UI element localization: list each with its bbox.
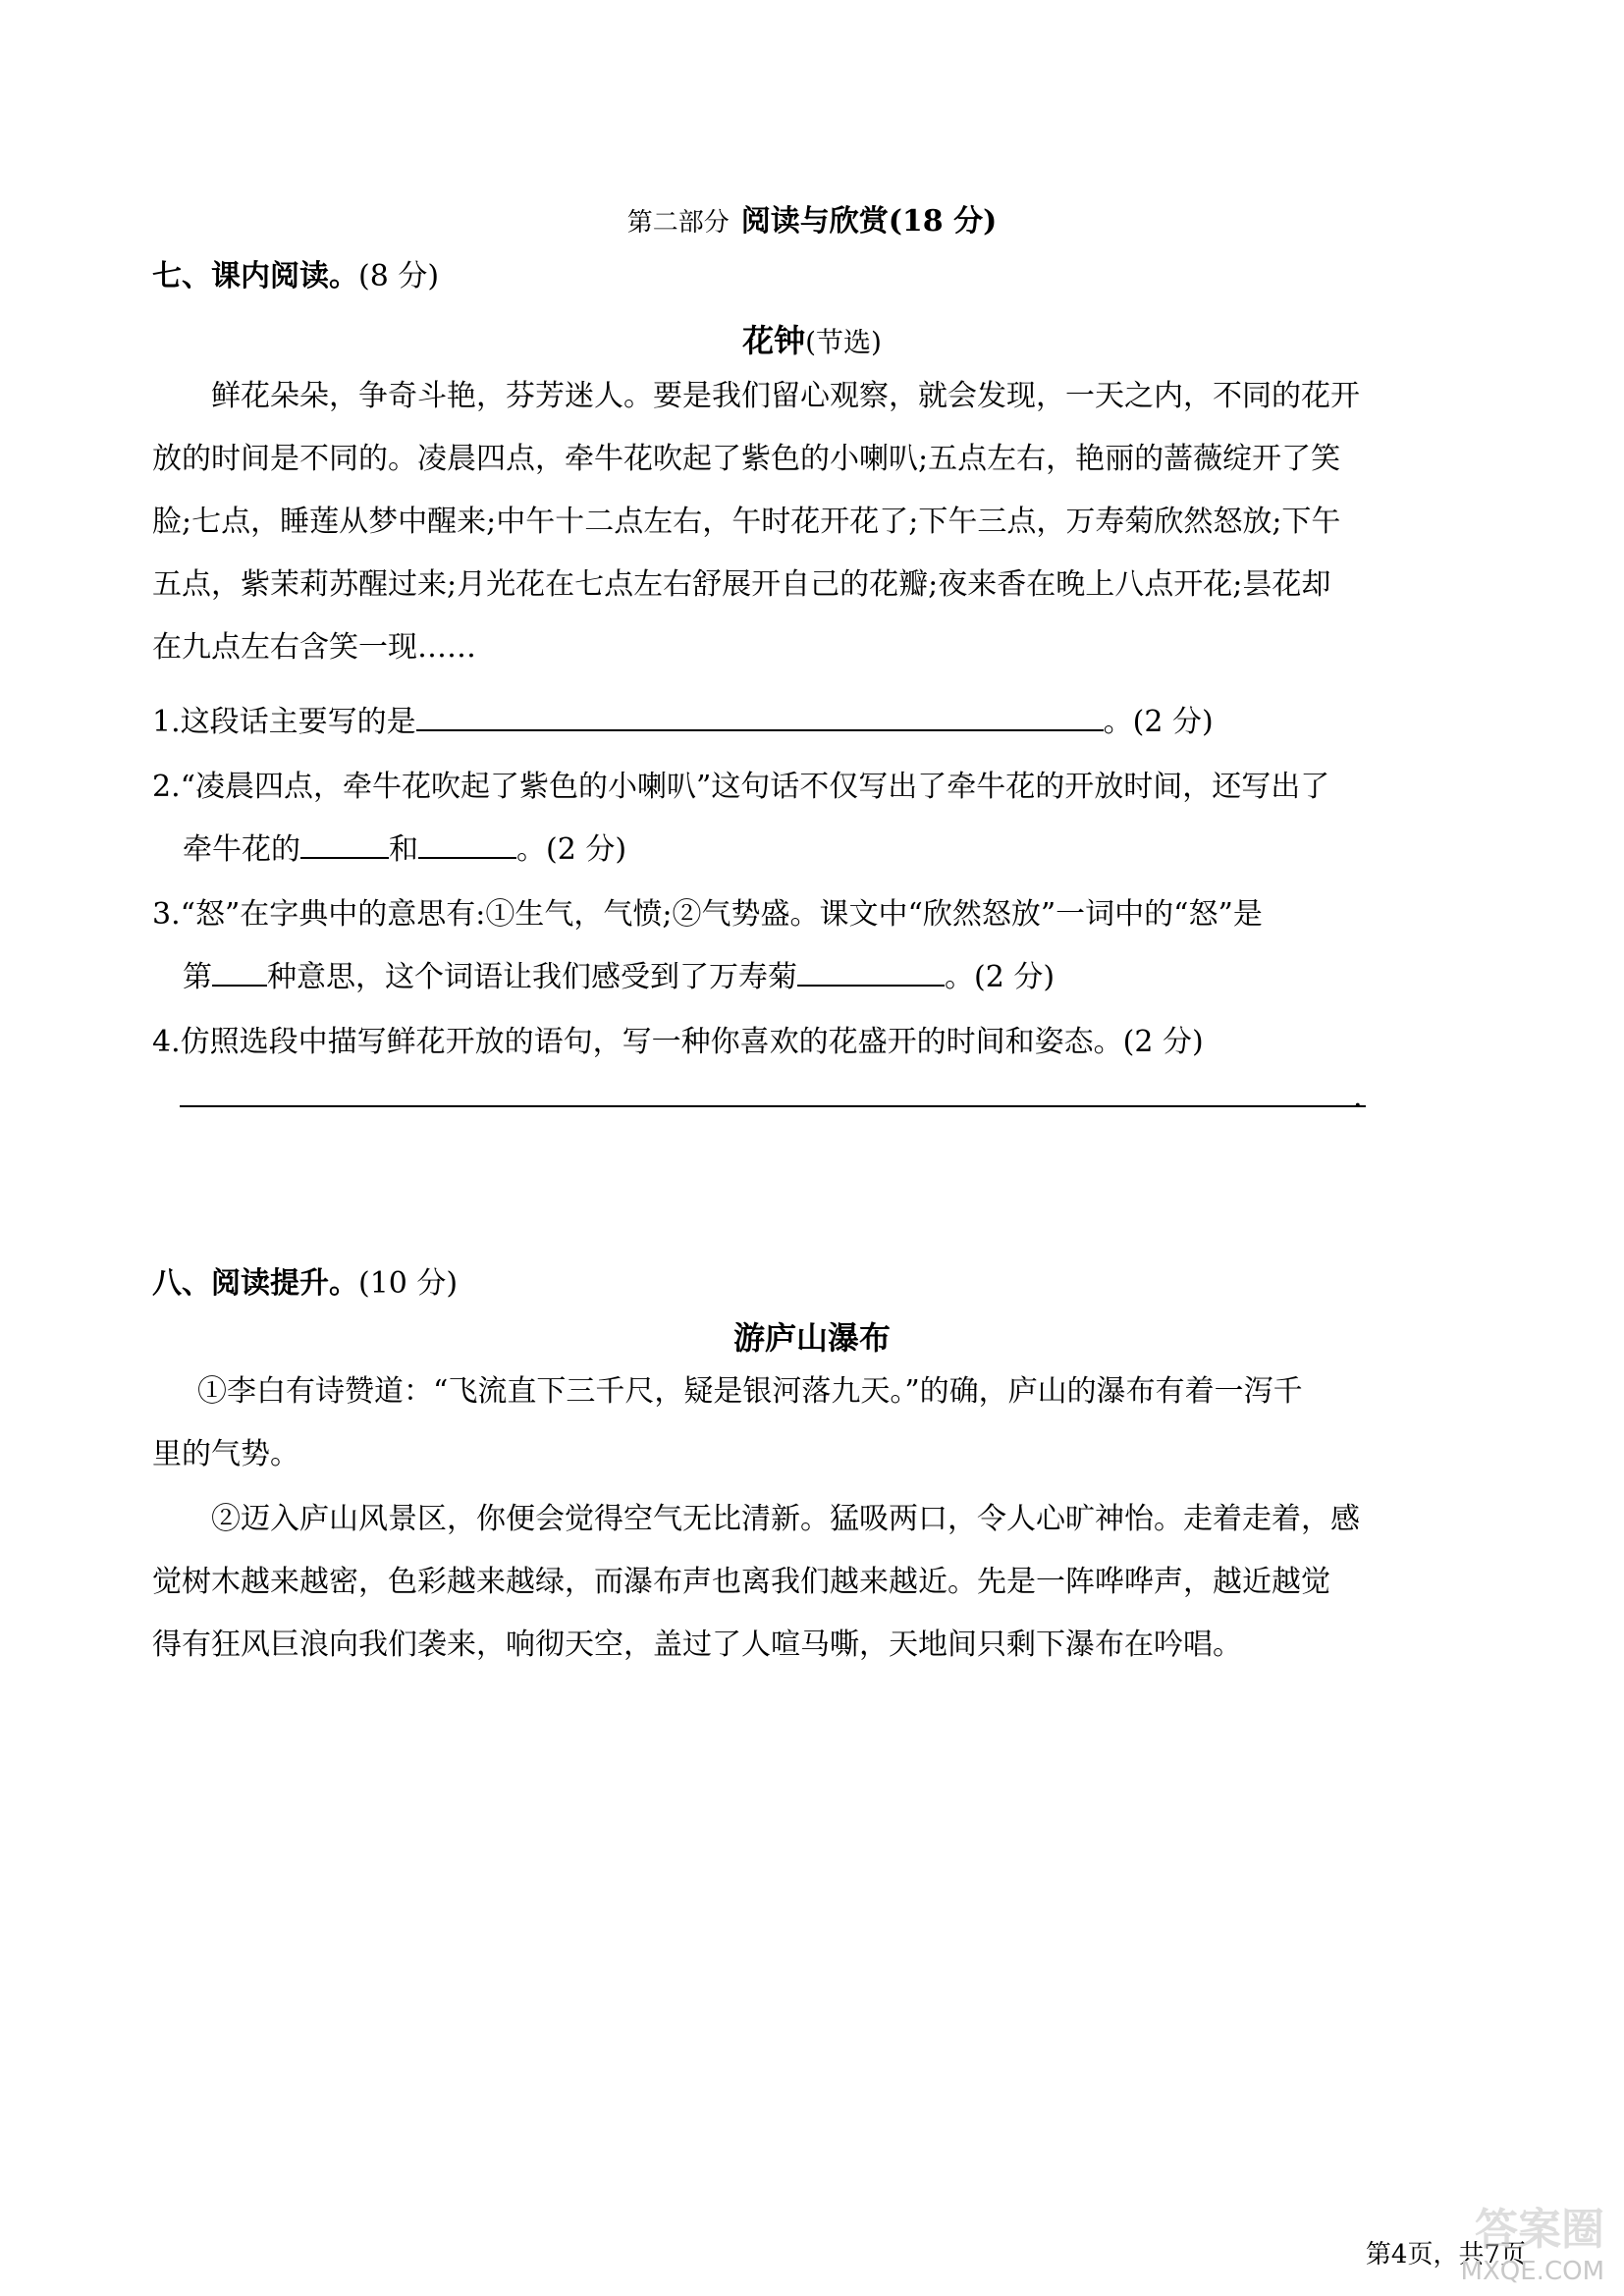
passage-line: 五点，紫茉莉苏醒过来;月光花在七点左右舒展开自己的花瓣;夜来香在晚上八点开花;昙花却 [152, 567, 1331, 602]
watermark-line-1: 答案圈 [1475, 2205, 1604, 2255]
section7-passage [152, 365, 1360, 679]
question-1 [152, 697, 1214, 740]
question-4-end-mark: . [1353, 1080, 1363, 1114]
section7-title-text: 花钟 [742, 322, 806, 359]
section7-points: (8 分) [358, 259, 440, 294]
part-title [0, 196, 1624, 240]
question-2-line2 [183, 825, 626, 868]
question-2-text-b: 和 [389, 832, 418, 867]
page-number: 第4页，共7页 [1365, 2240, 1526, 2269]
watermark-line-2: MXQE.COM [1460, 2257, 1604, 2286]
question-2-end: 。(2 分) [516, 832, 627, 867]
question-3-blank-2[interactable] [797, 955, 945, 987]
passage-line: 觉树木越来越密，色彩越来越绿，而瀑布声也离我们越来越近。先是一阵哗哗声，越近越觉 [152, 1565, 1330, 1599]
passage-line: 得有狂风巨浪向我们袭来，响彻天空，盖过了人喧马嘶，天地间只剩下瀑布在吟唱。 [152, 1628, 1242, 1662]
question-4: 4.仿照选段中描写鲜花开放的语句，写一种你喜欢的花盛开的时间和姿态。(2 分) [152, 1025, 1204, 1059]
question-3-text-b: 种意思，这个词语让我们感受到了万寿菊 [267, 960, 797, 994]
passage-line: ②迈入庐山风景区，你便会觉得空气无比清新。猛吸两口，令人心旷神怡。走着走着，感 [211, 1502, 1360, 1536]
section7-title [0, 316, 1624, 361]
passage-line: 鲜花朵朵，争奇斗艳，芬芳迷人。要是我们留心观察，就会发现，一天之内，不同的花开 [152, 379, 1360, 413]
passage-line: ①李白有诗赞道：“飞流直下三千尺，疑是银河落九天。”的确，庐山的瀑布有着一泻千 [197, 1374, 1303, 1409]
question-3-line2 [183, 952, 1055, 995]
passage-line: 里的气势。 [152, 1437, 299, 1471]
section8-heading [152, 1258, 458, 1302]
section8-title: 游庐山瀑布 [732, 1319, 891, 1357]
passage-line: 在九点左右含笑一现…… [152, 630, 476, 665]
part-title-prefix: 第二部分 [626, 208, 730, 238]
section8-points: (10 分) [358, 1266, 459, 1301]
section8-paragraph-1 [152, 1361, 1303, 1486]
passage-line: 放的时间是不同的。凌晨四点，牵牛花吹起了紫色的小喇叭;五点左右，艳丽的蔷薇绽开了笑 [152, 442, 1341, 476]
section7-title-note: (节选) [805, 326, 882, 358]
question-1-answer-blank[interactable] [416, 700, 1104, 731]
section7-heading [152, 251, 439, 294]
question-2-line1: 2.“凌晨四点，牵牛花吹起了紫色的小喇叭”这句话不仅写出了牵牛花的开放时间，还写出了 [152, 770, 1330, 804]
question-3-end: 。(2 分) [945, 960, 1056, 994]
question-1-end: 。(2 分) [1103, 705, 1214, 739]
section7-heading-text: 七、课内阅读。 [152, 259, 358, 294]
question-3-text-a: 第 [183, 960, 212, 994]
passage-line: 脸;七点，睡莲从梦中醒来;中午十二点左右，午时花开花了;下午三点，万寿菊欣然怒放;下午 [152, 505, 1341, 539]
question-3-blank-1[interactable] [212, 955, 267, 987]
section8-heading-text: 八、阅读提升。 [152, 1266, 358, 1301]
question-4-answer-line[interactable] [180, 1105, 1366, 1107]
question-2-blank-2[interactable] [418, 828, 516, 859]
question-2-blank-1[interactable] [300, 828, 389, 859]
part-title-main: 阅读与欣赏(18 分) [740, 204, 998, 239]
question-2-text-a: 牵牛花的 [183, 832, 300, 867]
section8-paragraph-2 [152, 1488, 1360, 1677]
watermark-logo [1461, 2194, 1604, 2286]
question-3-line1: 3.“怒”在字典中的意思有:①生气，气愤;②气势盛。课文中“欣然怒放”一词中的“怒”是 [152, 897, 1263, 932]
question-1-text: 1.这段话主要写的是 [152, 705, 416, 739]
